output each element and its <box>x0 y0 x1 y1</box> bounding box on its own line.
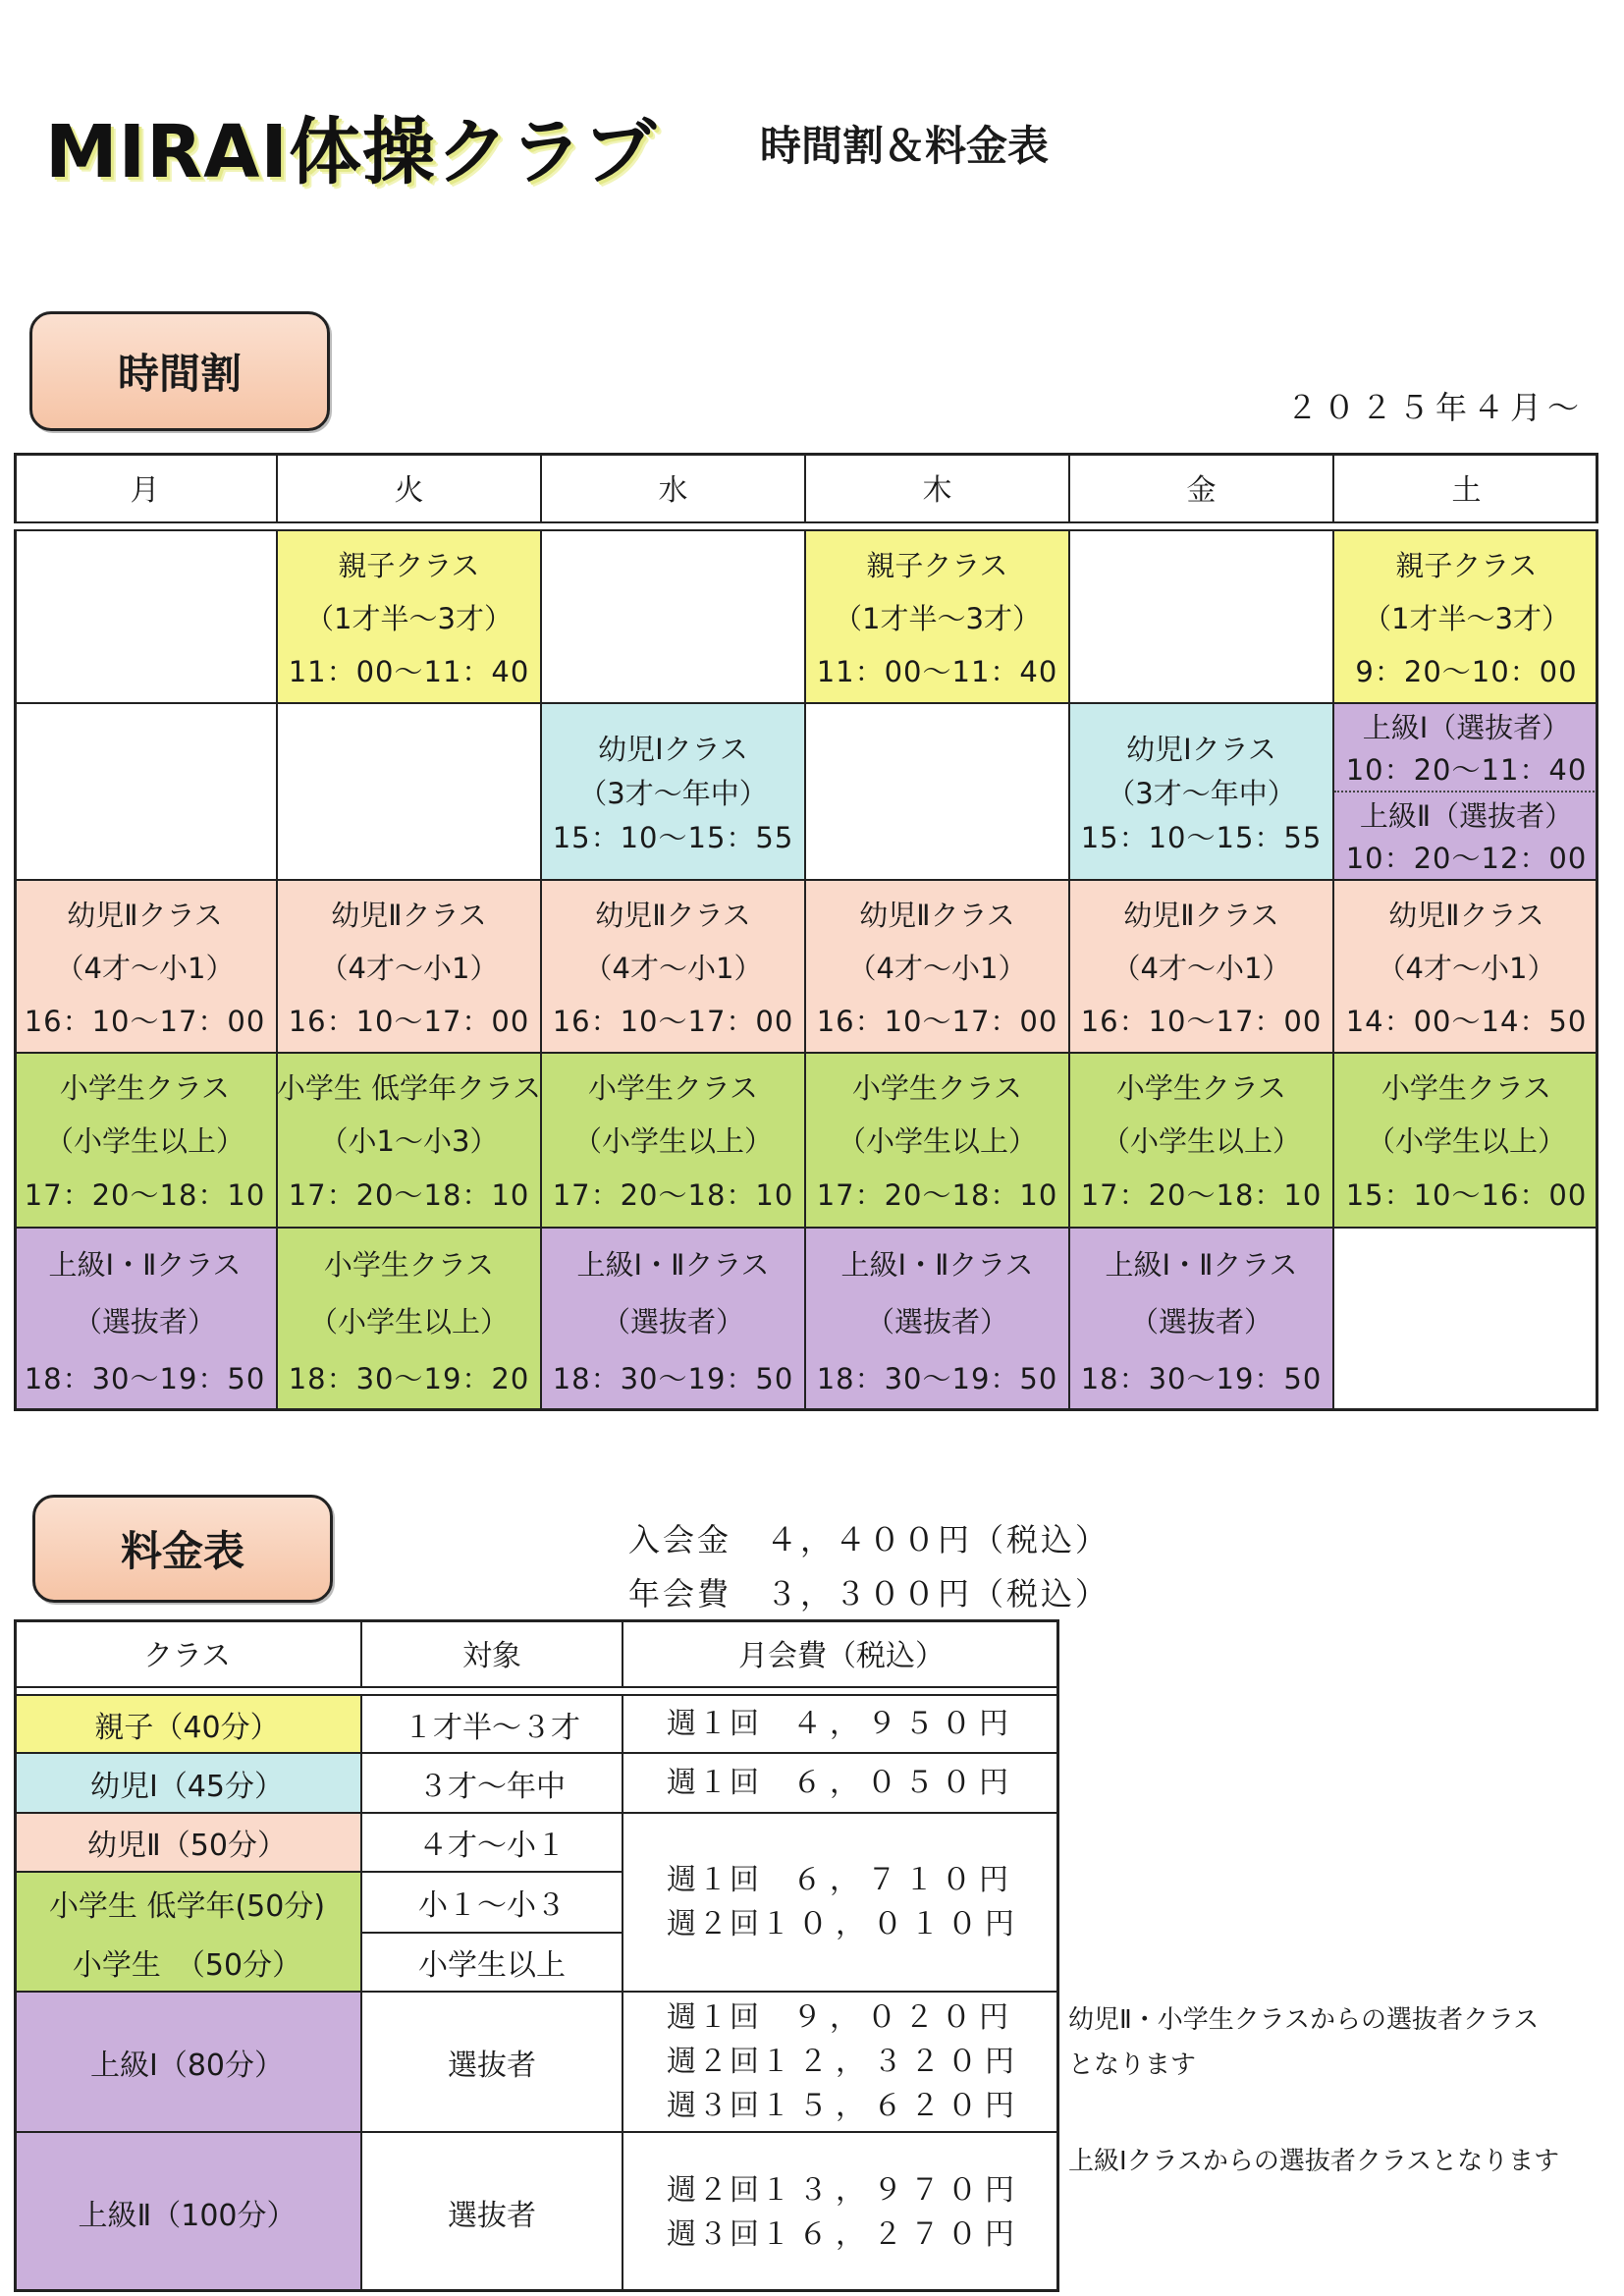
class-time: 16：10～17：00 <box>1080 1004 1323 1038</box>
fee-row: 週２回 １０，０１０円 <box>667 1907 1022 1941</box>
timetable-heading: 時間割 <box>29 311 330 431</box>
class-age: （4才～小1） <box>55 951 235 985</box>
class-elementary: 小学生 （50分） <box>14 1934 362 1993</box>
slot-wed-y2 <box>542 881 806 1054</box>
fee-row: 週３回 １６，２７０円 <box>667 2217 1022 2252</box>
timetable <box>14 453 1598 1411</box>
class-age: （選抜者） <box>1129 1304 1272 1339</box>
class-label: 親子クラス <box>1395 548 1538 582</box>
day-header-mon: 月 <box>14 453 278 521</box>
class-time: 17：20～18：10 <box>1080 1178 1323 1213</box>
class-time: 17：20～18：10 <box>288 1178 530 1213</box>
class-age: （小学生以上） <box>837 1124 1037 1159</box>
class-time: 15：10～16：00 <box>1345 1178 1588 1213</box>
class-time: 15：10～15：55 <box>552 820 794 854</box>
target-senior-1: 選抜者 <box>362 1993 623 2133</box>
slot-tue-oyako <box>278 531 542 704</box>
target-y1: ３才～年中 <box>362 1754 623 1814</box>
class-time: 15：10～15：55 <box>1080 820 1323 854</box>
class-time: 17：20～18：10 <box>24 1178 266 1213</box>
class-time: 16：10～17：00 <box>24 1004 266 1038</box>
target-elementary: 小学生以上 <box>362 1934 623 1993</box>
fee-shared <box>623 1814 1059 1993</box>
note-senior-2: 上級Ⅰクラスからの選抜者クラスとなります <box>1068 2147 1560 2176</box>
class-label: 幼児Ⅱクラス <box>67 898 223 932</box>
class-label: 幼児Ⅱクラス <box>1123 898 1279 932</box>
class-age: （小学生以上） <box>1101 1124 1301 1159</box>
class-label: 上級Ⅰ・Ⅱクラス <box>576 1247 770 1282</box>
slot-thu-elem <box>806 1054 1070 1229</box>
slot-tue-late <box>278 1229 542 1411</box>
class-label: 親子クラス <box>338 548 480 582</box>
class-age: （小学生以上） <box>572 1124 773 1159</box>
class-label: 上級Ⅰ・Ⅱクラス <box>840 1247 1034 1282</box>
slot-mon-late <box>14 1229 278 1411</box>
slot-thu-y2 <box>806 881 1070 1054</box>
slot-mon-y2 <box>14 881 278 1054</box>
class-age: （4才～小1） <box>1377 951 1556 985</box>
class-label: 上級Ⅰ・Ⅱクラス <box>48 1247 242 1282</box>
fee-row: 週１回 ４，９５０円 <box>667 1707 1016 1741</box>
fee-row: 週３回 １５，６２０円 <box>667 2089 1022 2123</box>
class-label: 幼児Ⅱクラス <box>595 898 751 932</box>
class-time: 16：10～17：00 <box>288 1004 530 1038</box>
class-age: （1才半～3才） <box>834 601 1041 635</box>
class-label: 上級Ⅰ（選抜者） <box>1362 711 1571 744</box>
slot-empty <box>14 531 278 704</box>
slot-fri-late <box>1070 1229 1334 1411</box>
day-header-fri: 金 <box>1070 453 1334 521</box>
class-age: （4才～小1） <box>583 951 763 985</box>
slot-tue-y2 <box>278 881 542 1054</box>
target-y2: ４才～小１ <box>362 1814 623 1873</box>
class-age: （小学生以上） <box>1366 1124 1566 1159</box>
class-time: 14：00～14：50 <box>1345 1004 1588 1038</box>
target-oyako: １才半～３才 <box>362 1696 623 1754</box>
class-label: 小学生クラス <box>59 1070 231 1105</box>
fee-y1 <box>623 1754 1059 1814</box>
note-senior-1-line2: となります <box>1068 2050 1197 2080</box>
slot-empty <box>1070 531 1334 704</box>
slot-sat-elem <box>1334 1054 1598 1229</box>
class-age: （3才～年中） <box>1107 776 1296 810</box>
class-label: 幼児Ⅱクラス <box>859 898 1015 932</box>
day-header-tue: 火 <box>278 453 542 521</box>
class-label: 幼児Ⅰクラス <box>1126 732 1276 766</box>
class-age: （3才～年中） <box>578 776 768 810</box>
class-label: 上級Ⅰ・Ⅱクラス <box>1105 1247 1298 1282</box>
slot-mon-elem <box>14 1054 278 1229</box>
fee-oyako <box>623 1696 1059 1754</box>
class-label: 小学生クラス <box>1380 1070 1552 1105</box>
slot-wed-late <box>542 1229 806 1411</box>
slot-wed-elem <box>542 1054 806 1229</box>
fee-row: 週１回 ６，０５０円 <box>667 1766 1016 1800</box>
class-age: （選抜者） <box>73 1304 216 1339</box>
slot-thu-oyako <box>806 531 1070 704</box>
slot-fri-y1 <box>1070 704 1334 881</box>
class-senior-1: 上級Ⅰ（80分） <box>14 1993 362 2133</box>
class-time: 17：20～18：10 <box>816 1178 1058 1213</box>
target-low-grade: 小１～小３ <box>362 1873 623 1934</box>
note-senior-1-line1: 幼児Ⅱ・小学生クラスからの選抜者クラス <box>1068 2005 1540 2035</box>
class-low-grade: 小学生 低学年(50分) <box>14 1873 362 1934</box>
class-age: （選抜者） <box>865 1304 1008 1339</box>
class-time: 17：20～18：10 <box>552 1178 794 1213</box>
class-age: （1才半～3才） <box>1363 601 1570 635</box>
class-label: 小学生クラス <box>1115 1070 1287 1105</box>
class-time: 18：30～19：50 <box>552 1361 794 1395</box>
class-label: 小学生クラス <box>587 1070 759 1105</box>
class-time: 18：30～19：50 <box>24 1361 266 1395</box>
slot-thu-late <box>806 1229 1070 1411</box>
slot-empty <box>278 704 542 881</box>
class-time: 18：30～19：20 <box>288 1361 530 1395</box>
class-label: 幼児Ⅰクラス <box>598 732 748 766</box>
class-label: 幼児Ⅱクラス <box>1388 898 1544 932</box>
admission-fee: 入会金 ４，４００円（税込） <box>628 1521 1110 1558</box>
class-age: （4才～小1） <box>1111 951 1291 985</box>
slot-empty <box>14 704 278 881</box>
fee-row: 週２回 １３，９７０円 <box>667 2173 1022 2208</box>
fee-row: 週２回 １２，３２０円 <box>667 2045 1022 2079</box>
class-age: （4才～小1） <box>847 951 1027 985</box>
day-header-thu: 木 <box>806 453 1070 521</box>
effective-date: ２０２５年４月～ <box>1286 389 1586 426</box>
class-age: （選抜者） <box>601 1304 744 1339</box>
class-label: 小学生 低学年クラス <box>276 1070 542 1105</box>
fee-senior-1 <box>623 1993 1059 2133</box>
page-subtitle: 時間割＆料金表 <box>760 122 1050 170</box>
fee-row: 週１回 ６，７１０円 <box>667 1863 1016 1897</box>
annual-fee: 年会費 ３，３００円（税込） <box>628 1575 1110 1613</box>
class-age: （1才半～3才） <box>305 601 513 635</box>
class-label: 幼児Ⅱクラス <box>331 898 487 932</box>
class-label: 親子クラス <box>866 548 1008 582</box>
pricing-heading: 料金表 <box>32 1495 333 1603</box>
slot-empty <box>806 704 1070 881</box>
slot-empty <box>1334 1229 1598 1411</box>
class-time: 10：20～11：40 <box>1345 753 1588 787</box>
class-label: 上級Ⅱ（選抜者） <box>1359 799 1574 833</box>
slot-sat-j2 <box>1334 793 1598 881</box>
class-age: （4才～小1） <box>319 951 499 985</box>
class-time: 16：10～17：00 <box>816 1004 1058 1038</box>
class-senior-2: 上級Ⅱ（100分） <box>14 2133 362 2292</box>
class-time: 10：20～12：00 <box>1345 842 1588 875</box>
target-senior-2: 選抜者 <box>362 2133 623 2292</box>
class-time: 11：00～11：40 <box>288 654 530 688</box>
price-table <box>14 1619 1059 2292</box>
class-label: 小学生クラス <box>851 1070 1023 1105</box>
header-monthly-fee: 月会費（税込） <box>738 1639 945 1673</box>
fee-row: 週１回 ９，０２０円 <box>667 2000 1016 2035</box>
slot-empty <box>542 531 806 704</box>
header-class: クラス <box>14 1619 362 1686</box>
class-age: （小学生以上） <box>308 1304 509 1339</box>
slot-fri-elem <box>1070 1054 1334 1229</box>
class-time: 9：20～10：00 <box>1355 654 1578 688</box>
class-time: 18：30～19：50 <box>816 1361 1058 1395</box>
slot-sat-y2 <box>1334 881 1598 1054</box>
slot-wed-y1 <box>542 704 806 881</box>
class-time: 11：00～11：40 <box>816 654 1058 688</box>
class-time: 16：10～17：00 <box>552 1004 794 1038</box>
class-y2: 幼児Ⅱ（50分） <box>14 1814 362 1873</box>
day-header-sat: 土 <box>1451 473 1482 508</box>
class-label: 小学生クラス <box>323 1247 495 1282</box>
brand-title: MIRAI体操クラブ <box>45 110 657 194</box>
header-target: 対象 <box>362 1619 623 1686</box>
slot-sat-j1 <box>1334 704 1598 793</box>
class-age: （小1～小3） <box>319 1124 499 1159</box>
day-header-wed: 水 <box>542 453 806 521</box>
slot-sat-oyako <box>1334 531 1598 704</box>
class-time: 18：30～19：50 <box>1080 1361 1323 1395</box>
slot-fri-y2 <box>1070 881 1334 1054</box>
fee-senior-2 <box>623 2133 1059 2292</box>
class-y1: 幼児Ⅰ（45分） <box>14 1754 362 1814</box>
class-age: （小学生以上） <box>44 1124 244 1159</box>
slot-tue-elem <box>278 1054 542 1229</box>
class-oyako: 親子（40分） <box>14 1696 362 1754</box>
